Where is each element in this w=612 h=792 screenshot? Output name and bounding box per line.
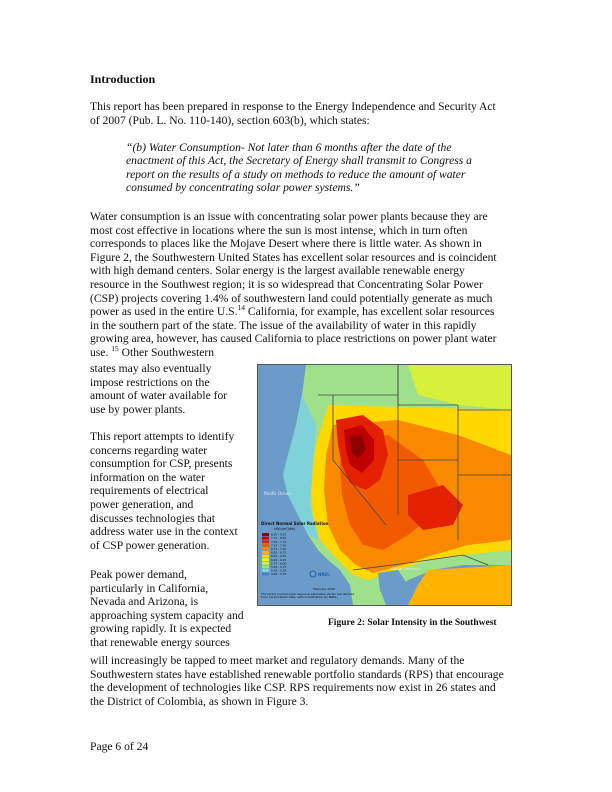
text-line: that renewable energy sources [90,635,230,649]
text-line: report on the results of a study on methods to reduce the amount of water [126,167,466,181]
text-line: requirements of electrical [90,484,209,498]
water-consumption-paragraph [90,210,528,360]
legend-label: 7.00 - 7.75 [271,539,287,544]
legend-swatch [262,533,269,536]
solar-map-graphic [258,365,511,605]
solar-intensity-map [257,364,512,606]
legend-label: 0.00 - 5.25 [271,572,287,577]
text-line: use by power plants. [90,402,186,416]
nrel-logo-text: NREL [318,572,330,577]
text-line: Peak power demand, [90,568,187,581]
legend-label: 5.25 - 5.50 [271,568,287,573]
legend-label: 6.75 - 7.00 [271,547,287,551]
legislation-quote [126,141,494,195]
legend-swatch [262,562,269,565]
text-line: Other Southwestern [118,345,215,359]
page-number: Page 6 of 24 [90,740,149,753]
legend-label: 7.25 - 7.50 [271,543,287,548]
text-line: Water consumption is an issue with concentrating solar power plants because they are [90,210,488,223]
text-line: with high demand centers. Solar energy is the largest available renewable energy [90,264,465,278]
legend-label: 8.50 - 9.25 [271,532,287,537]
text-line: in the southern part of the state. The issue of the availability of water in this rapidly [90,318,477,332]
footnote-ref-14[interactable]: 14 [237,303,245,313]
wrap-text-c [90,568,262,650]
text-line: corresponds to places like the Mojave Desert where there is little water. As shown in [90,237,482,251]
legend-swatch [262,547,269,550]
map-note-wrap [261,593,356,605]
legend-swatch [262,551,269,554]
map-date: February 2008 [313,587,335,591]
legend-label: 6.25 - 6.50 [271,554,287,559]
text-line: (CSP) projects covering 1.4% of southwestern land could potentially generate as much [90,291,493,305]
text-line: power generation, and [90,497,194,511]
legend-swatch [262,573,269,576]
text-line: Nevada and Arizona, is [90,595,199,609]
legend-label: 6.50 - 6.75 [271,550,287,555]
legend-swatch [262,544,269,547]
legend-title: Direct Normal Solar Radiation [261,521,329,526]
map-note: The direct normal solar resource estimates shown are derived from 10-km Perez data, with modification by NREL. [261,593,355,600]
text-line: the District of Colombia, as shown in Figure 3. [90,694,309,708]
text-line: will increasingly be tapped to meet market and regulatory demands. Many of the [90,654,465,667]
text-line: enactment of this Act, the Secretary of Energy shall transmit to Congress a [126,154,472,168]
text-line: Southwestern states have established renewable portfolio standards (RPS) that encourage [90,667,504,681]
intro-paragraph [90,100,528,127]
text-line: most cost effective in locations where the sun is most intense, which in turn often [90,223,468,237]
wrap-text-a [90,362,262,416]
text-line: states may also eventually [90,362,212,375]
text-line: impose restrictions on the [90,375,210,389]
legend-swatch [262,565,269,568]
ocean-label: Pacific Ocean [264,491,291,496]
legend-swatch [262,540,269,543]
text-line: use. [90,345,112,359]
text-line: of 2007 (Pub. L. No. 110-140), section 603(b), which states: [90,113,370,127]
figure-caption: Figure 2: Solar Intensity in the Southwest [328,618,497,628]
text-line: particularly in California, [90,581,209,595]
text-line: discusses technologies that [90,511,215,525]
legend-label: 5.50 - 5.75 [271,565,287,569]
legend-swatch [262,558,269,561]
legend-label: 5.75 - 6.00 [271,561,287,566]
legend-swatch [262,555,269,558]
text-line: growing area, however, has caused California to place restrictions on power plant water [90,332,497,346]
legend-label: 7.75 - 8.50 [271,536,287,541]
rps-paragraph [90,654,528,708]
legend-label: 6.00 - 6.25 [271,557,287,562]
section-heading: Introduction [90,72,156,86]
text-line: consumed by concentrating solar power systems.” [126,181,360,195]
text-line: California, for example, has excellent solar resources [244,305,495,319]
text-line: Figure 2, the Southwestern United States has excellent solar resources and is coincident [90,250,497,264]
text-line: amount of water available for [90,389,228,403]
text-line: This report has been prepared in response to the Energy Independence and Security Act [90,100,496,113]
text-line: power as used in the entire U.S. [90,305,238,319]
text-line: “(b) Water Consumption- Not later than 6 months after the date of the [126,141,452,154]
footnote-ref-15[interactable]: 15 [111,344,119,354]
text-line: approaching system capacity and [90,608,244,622]
gulf-label: Gulf of California [391,567,421,571]
legend-swatch [262,569,269,572]
text-line: information on the water [90,470,205,484]
text-line: growing rapidly. It is expected [90,622,232,636]
text-line: resource in the Southwest region; it is so widespread that Concentrating Solar Power [90,277,483,291]
text-line: This report attempts to identify [90,430,235,443]
wrap-text-b [90,430,262,552]
legend-unit: kWh/m²/day [274,527,296,531]
text-line: concerns regarding water [90,443,208,457]
text-line: consumption for CSP, presents [90,457,233,471]
legend-swatch [262,537,269,540]
text-line: the development of technologies like CSP. RPS requirements now exist in 26 states and [90,681,496,695]
text-line: of CSP power generation. [90,538,210,552]
text-line: address water use in the context [90,525,238,539]
